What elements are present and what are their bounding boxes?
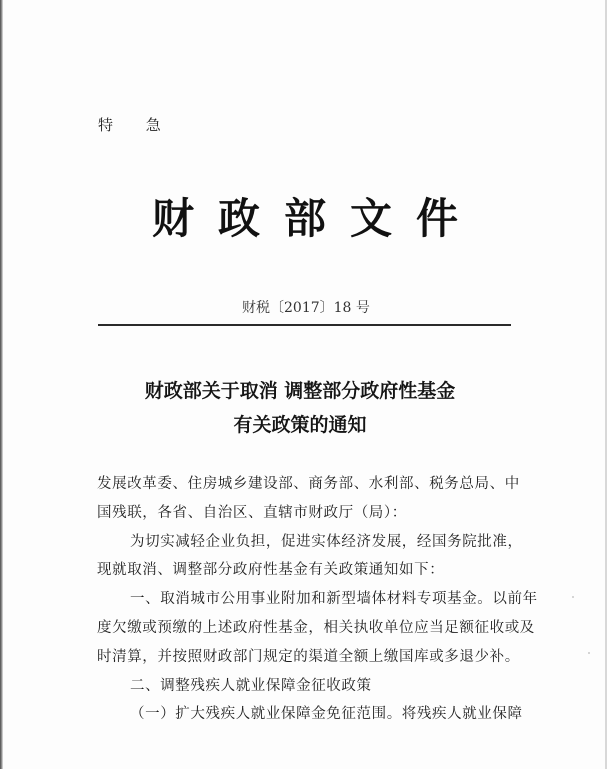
body-line: 度欠缴或预缴的上述政府性基金，相关执收单位应当足额征收或及	[97, 620, 535, 636]
body-line: （一）扩大残疾人就业保障金免征范围。将残疾人就业保障	[130, 706, 523, 722]
body-line: 时清算，并按照财政部门规定的渠道全额上缴国库或多退少补。	[97, 649, 520, 665]
body-line: 为切实减轻企业负担，促进实体经济发展，经国务院批准，	[130, 534, 523, 550]
document-number: 财税〔2017〕18 号	[242, 300, 370, 316]
scan-edge-left	[0, 0, 3, 769]
body-line: 国残联，各省、自治区、直辖市财政厅（局）：	[97, 505, 407, 521]
scan-speck	[588, 652, 590, 654]
urgency-label: 特 急	[98, 116, 175, 134]
body-line: 现就取消、调整部分政府性基金有关政策通知如下：	[97, 562, 445, 578]
scan-speck	[572, 596, 574, 598]
body-line: 发展改革委、住房城乡建设部、商务部、水利部、税务总局、中	[97, 476, 520, 492]
body-line: 一、取消城市公用事业附加和新型墙体材料专项基金。以前年	[130, 591, 538, 607]
notice-title-line2: 有关政策的通知	[233, 414, 367, 436]
document-title: 财政部文件	[152, 194, 483, 243]
notice-title-line1: 财政部关于取消 调整部分政府性基金	[144, 380, 456, 402]
header-divider	[98, 324, 511, 326]
body-line: 二、调整残疾人就业保障金征收政策	[130, 678, 372, 694]
